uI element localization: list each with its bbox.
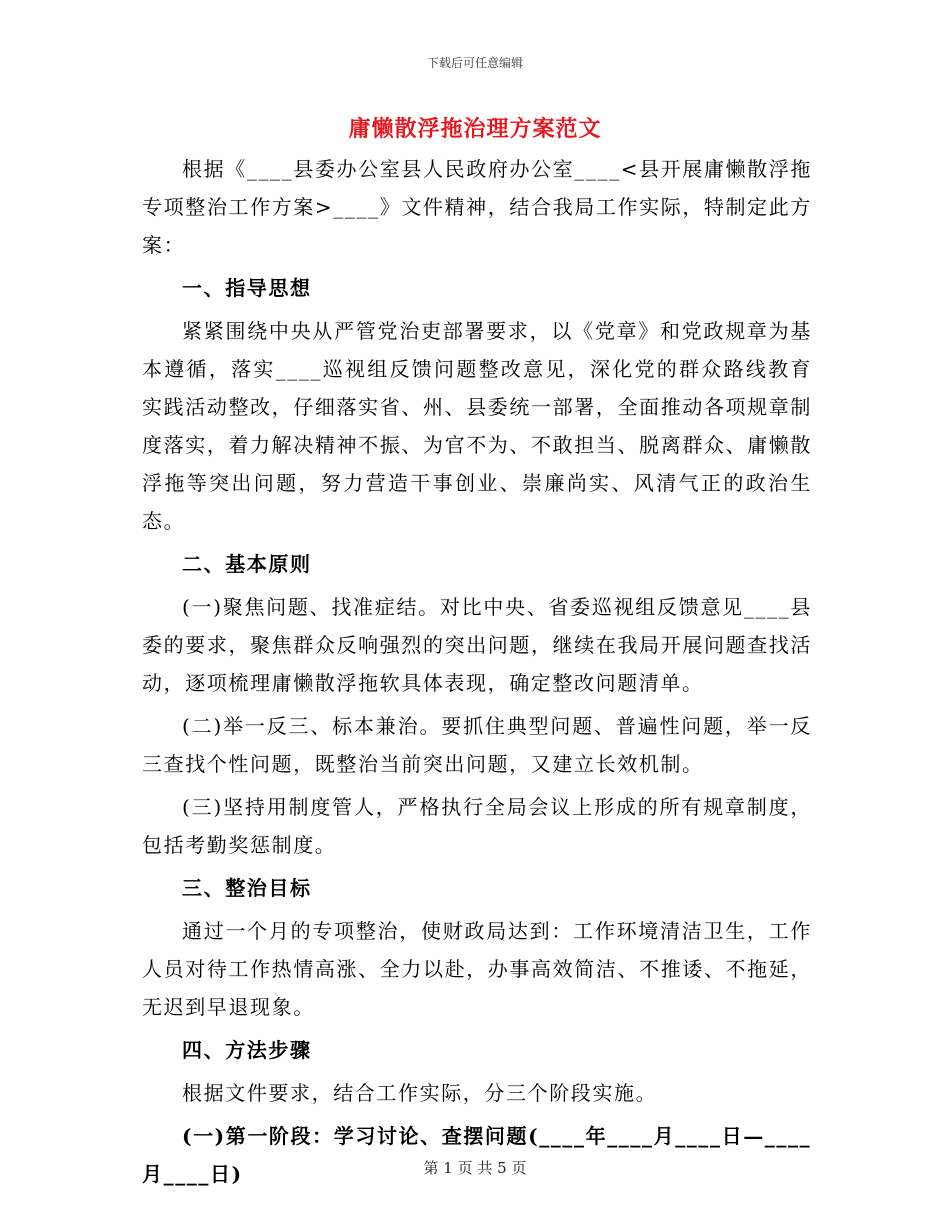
principle-three-paragraph: (三)坚持用制度管人，严格执行全局会议上形成的所有规章制度，包括考勤奖惩制度。 <box>142 795 812 857</box>
section-heading-guiding-ideology: 一、指导思想 <box>182 276 312 300</box>
document-body <box>142 150 812 1198</box>
section-heading-basic-principles: 二、基本原则 <box>182 552 312 576</box>
goals-paragraph: 通过一个月的专项整治，使财政局达到：工作环境清洁卫生，工作人员对待工作热情高涨、全力以赴，办事高效简洁、不推诿、不拖延，无迟到早退现象。 <box>142 919 812 1019</box>
stage-one-heading: (一)第一阶段：学习讨论、查摆问题(____年____月____日—____月____日) <box>142 1124 812 1186</box>
document-title: 庸懒散浮拖治理方案范文 <box>348 116 602 142</box>
section-heading-goals: 三、整治目标 <box>182 876 312 900</box>
principle-two-paragraph: (二)举一反三、标本兼治。要抓住典型问题、普遍性问题，举一反三查找个性问题，既整治当前突出问题，又建立长效机制。 <box>142 714 812 776</box>
methods-paragraph: 根据文件要求，结合工作实际，分三个阶段实施。 <box>182 1081 658 1105</box>
guiding-ideology-paragraph: 紧紧围绕中央从严管党治吏部署要求，以《党章》和党政规章为基本遵循，落实____巡视组反馈问题整改意见，深化党的群众路线教育实践活动整改，仔细落实省、州、县委统一部署，全面推动各项规章制度落实，着力解决精神不振、为官不为、不敢担当、脱离群众、庸懒散浮拖等突出问题，努力营造干事创业、崇廉尚实、风清气正的政治生态。 <box>142 319 812 533</box>
principle-one-paragraph: (一)聚焦问题、找准症结。对比中央、省委巡视组反馈意见____县委的要求，聚焦群众反响强烈的突出问题，继续在我局开展问题查找活动，逐项梳理庸懒散浮拖软具体表现，确定整改问题清单。 <box>142 595 812 695</box>
header-note: 下载后可任意编辑 <box>426 56 523 70</box>
section-heading-methods: 四、方法步骤 <box>182 1038 312 1062</box>
intro-paragraph: 根据《____县委办公室县人民政府办公室____<县开展庸懒散浮拖专项整治工作方案>____》文件精神，结合我局工作实际，特制定此方案： <box>142 157 812 257</box>
page-number: 第 1 页 共 5 页 <box>423 1159 527 1177</box>
